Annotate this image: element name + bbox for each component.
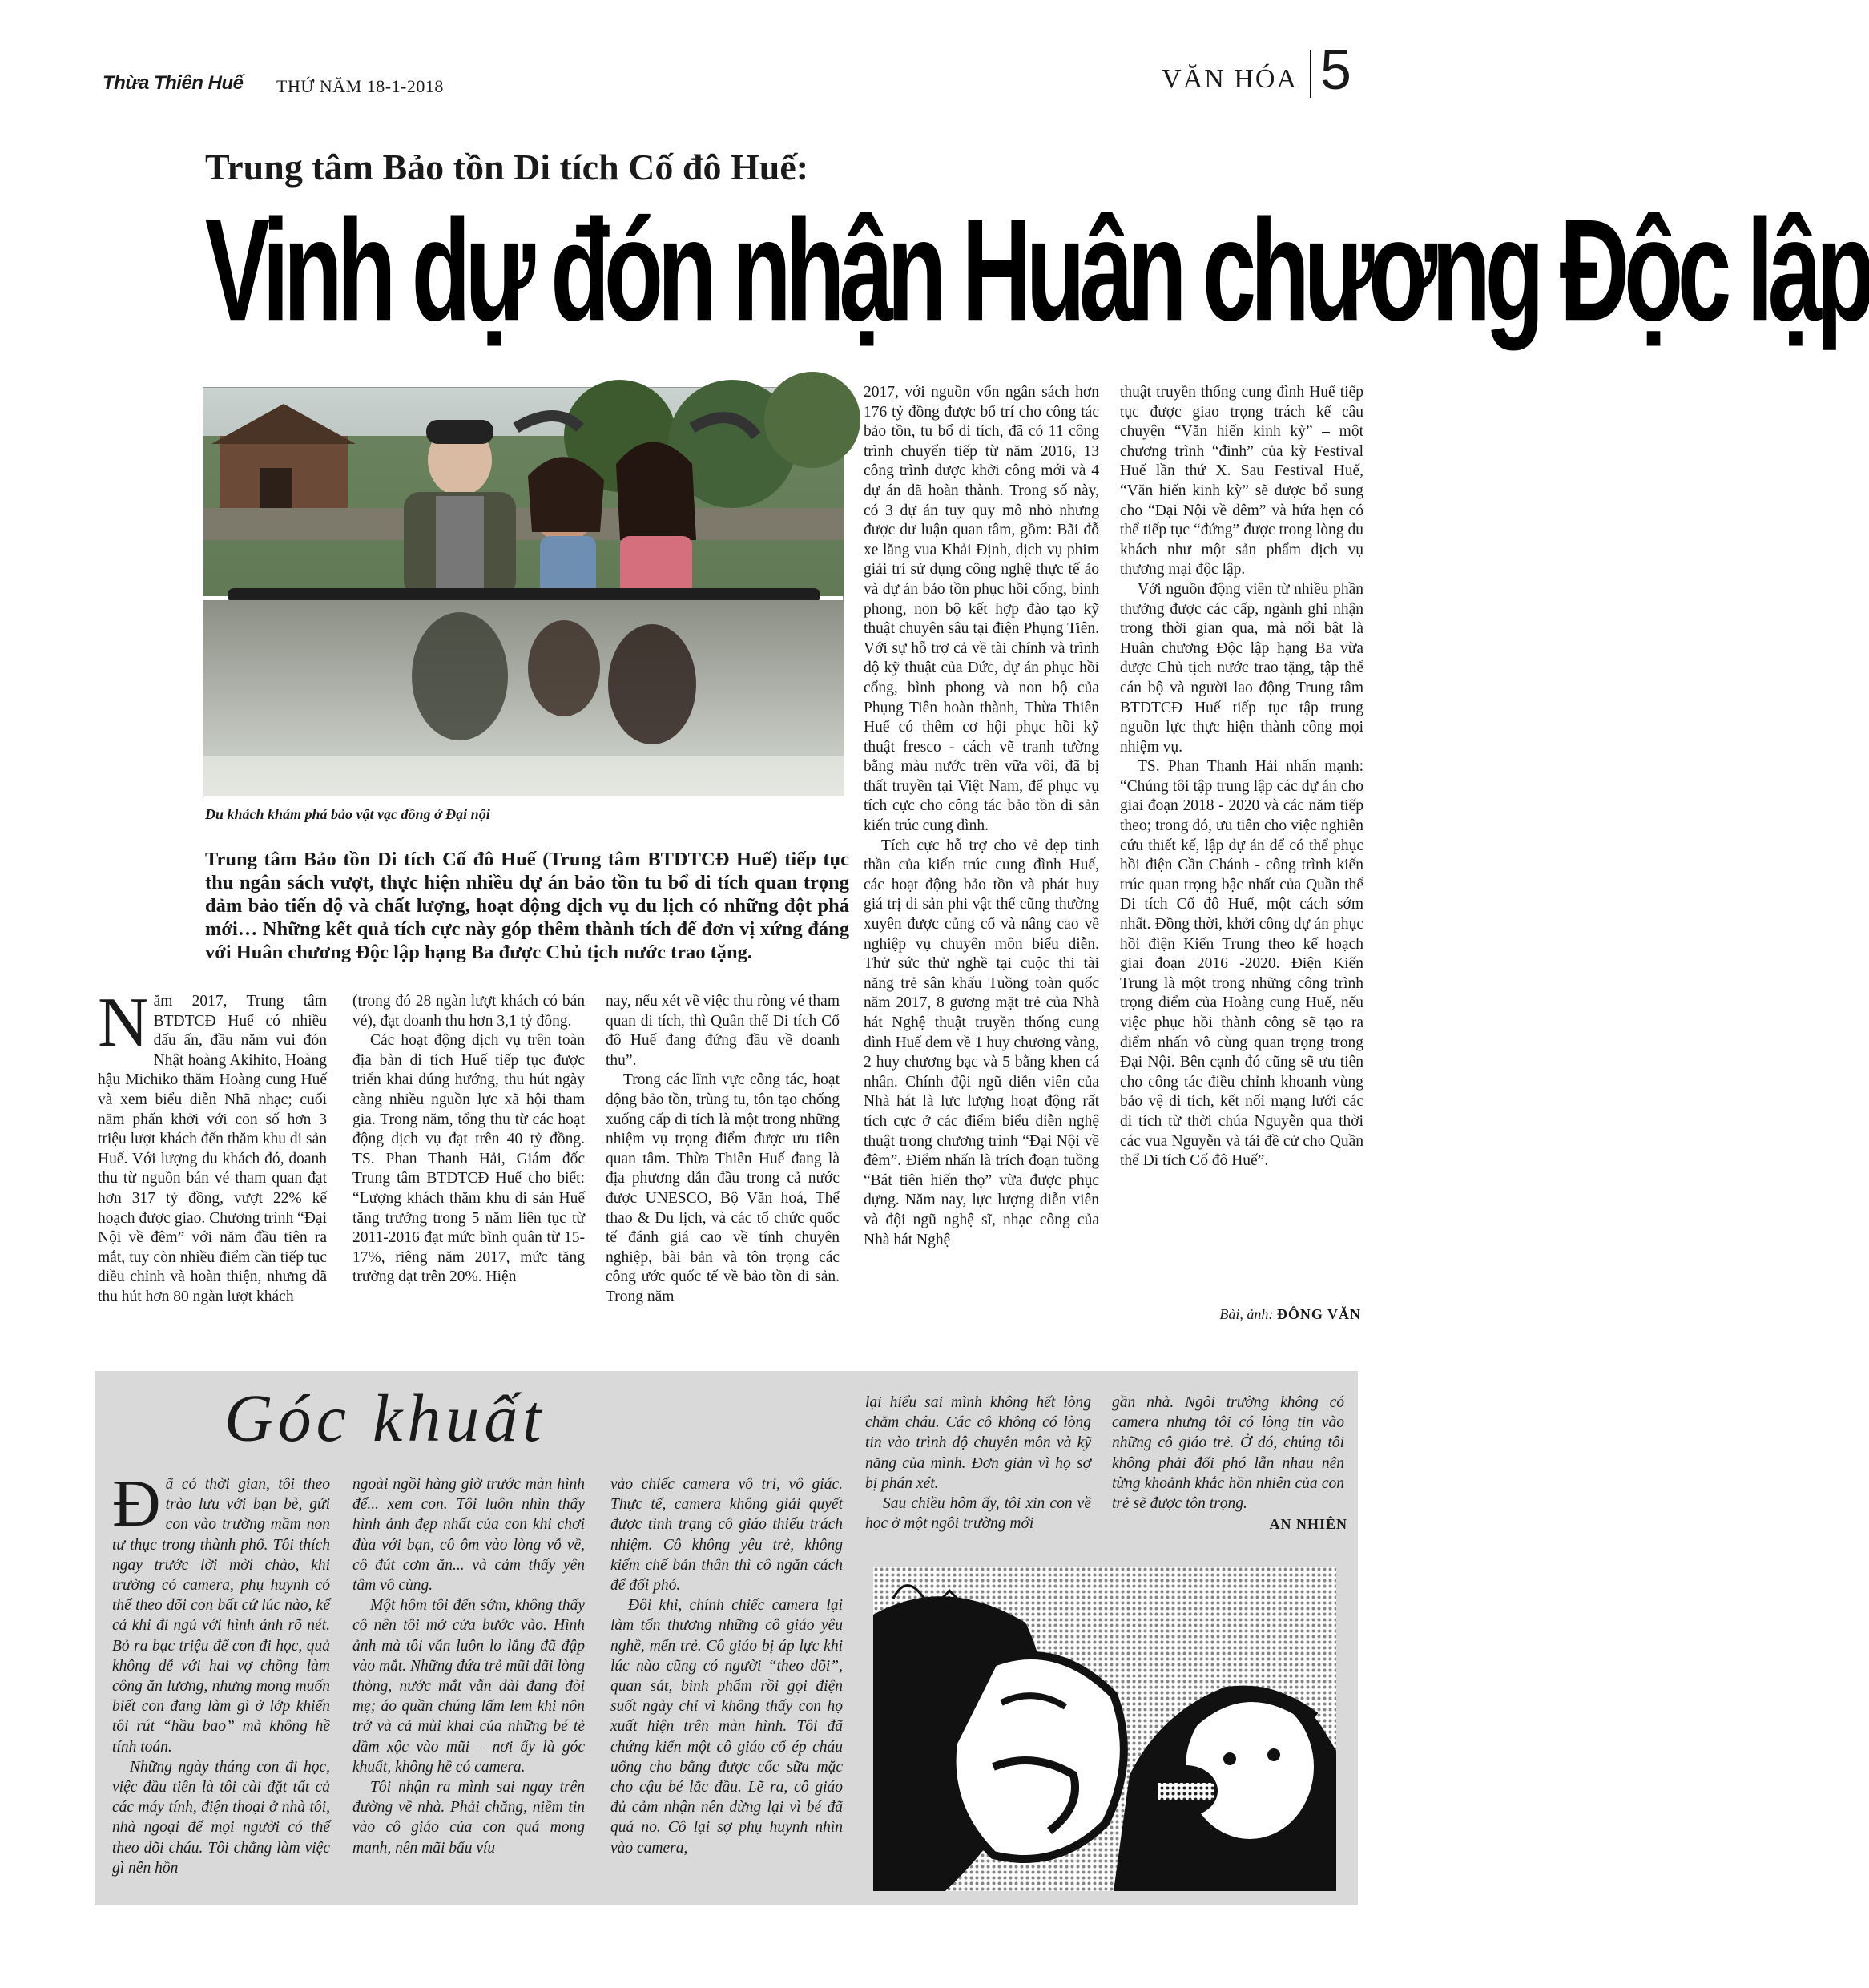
header-divider	[1310, 50, 1311, 98]
article-paragraph: Trong các lĩnh vực công tác, hoạt động bảo tồn, trùng tu, tôn tạo chống xuống cấp di tích là một trong những nhiệm vụ trọng điểm được ưu tiên quan tâm. Thừa Thiên Huế đang là địa phương dẫn đầu trong cả nước được UNESCO, Bộ Văn hoá, Thể thao & Du lịch, và các tổ chức quốc tế đánh giá cao về tính chuyên nghiệp, bài bản và tôn trọng các công ước quốc tế về bảo tồn di sản. Trong năm	[606, 1071, 840, 1305]
article-column-4	[864, 383, 1099, 1250]
article-paragraph: Các hoạt động dịch vụ trên toàn địa bàn di tích Huế tiếp tục được triển khai đúng hướng, thu hút ngày càng nhiều nguồn lực xã hội tham gia. Trong năm, tổng thu từ các hoạt động dịch vụ đạt trên 40 tỷ đồng. TS. Phan Thanh Hải, Giám đốc Trung tâm BTDTCĐ Huế cho biết: “Lượng khách thăm khu di sản Huế tăng trưởng trong 5 năm liên tục từ 2011-2016 đạt mức bình quân từ 15-17%, riêng năm 2017, mức tăng trưởng đạt trên 20%. Hiện	[352, 1032, 585, 1286]
article-column-5	[1120, 383, 1363, 1171]
article-paragraph: Với nguồn động viên từ nhiều phần thưởng được các cấp, ngành ghi nhận trong thời gian qua, mà nổi bật là Huân chương Độc lập hạng Ba vừa được Chủ tịch nước trao tặng, tập thể cán bộ và người lao động Trung tâm BTDTCĐ Huế tiếp tục tập trung nguồn lực thực hiện thành công mọi nhiệm vụ.	[1120, 580, 1363, 756]
sidebar-paragraph: gần nhà. Ngôi trường không có camera nhưng tôi có lòng tin vào những cô giáo trẻ. Ở đó, chúng tôi không phải đối phó lẫn nhau nên từng khoảnh khắc hồn nhiên của con trẻ sẽ được tôn trọng.	[1112, 1394, 1344, 1513]
sidebar-text: ã có thời gian, tôi theo trào lưu với bạn bè, gửi con vào trường mầm non tư thục trong thành phố. Tôi thích ngay trước lời mời chào, khi trường có camera, phụ huynh có thể theo dõi con bất cứ lúc nào, kể cả khi đi ngủ với hình ảnh rõ nét. Bỏ ra bạc triệu để con đi học, quả không dễ với hai vợ chồng làm công ăn lương, nhưng mong muốn biết con đang làm gì ở lớp khiến tôi rút “hầu bao” mà không hề tính toán.	[112, 1476, 330, 1756]
sidebar-paragraph: lại hiểu sai mình không hết lòng chăm cháu. Các cô không có lòng tin vào trình độ chuyên môn và kỹ năng của mình. Đơn giản vì họ sợ bị phán xét.	[865, 1394, 1091, 1492]
page-number: 5	[1320, 38, 1351, 101]
article-column-2	[352, 992, 585, 1288]
sidebar-paragraph: Sau chiều hôm ấy, tôi xin con về học ở một ngôi trường mới	[865, 1495, 1091, 1533]
sidebar-paragraph: Đôi khi, chính chiếc camera lại làm tổn thương những cô giáo yêu nghề, mến trẻ. Cô giáo bị áp lực khi lúc nào cũng có người “theo dõi”, quan sát, bình phẩm rồi gọi điện suốt ngày chỉ vì không thấy con họ xuất hiện trên màn hình. Tôi đã chứng kiến một cô giáo cố ép cháu uống cho bằng được cốc sữa mặc cho cậu bé lắc đầu. Lẽ ra, cô giáo đủ cảm nhận nên dừng lại vì bé đã quá no. Cô lại sợ phụ huynh nhìn vào camera,	[610, 1597, 843, 1857]
article-column-1	[98, 984, 327, 1308]
sidebar-paragraph: ngoài ngồi hàng giờ trước màn hình để... xem con. Tôi luôn nhìn thấy hình ảnh đẹp nhất của con khi chơi đùa với bạn, cô ôm vào lòng vỗ về, cô đút cơm ăn... và cảm thấy yên tâm vô cùng.	[352, 1476, 585, 1595]
article-paragraph: 2017, với nguồn vốn ngân sách hơn 176 tỷ đồng được bố trí cho công tác bảo tồn, tu bổ di tích, đã có 11 công trình chuyển tiếp từ năm 2016, 13 công trình được khởi công mới và 4 dự án đã hoàn thành. Trong số này, có 3 dự án tuy quy mô nhỏ nhưng được dư luận quan tâm, gồm: Bãi đỗ xe lăng vua Khải Định, dịch vụ phim giải trí sử dụng công nghệ thực tế ảo và dự án bảo tồn phục hồi cổng, bình phong, non bộ kết hợp đào tạo kỹ thuật chuyên sâu tại điện Phụng Tiên. Với sự hỗ trợ cả về tài chính và trình độ kỹ thuật của Đức, dự án phục hồi cổng, bình phong và non bộ của Phụng Tiên hoàn thành, Thừa Thiên Huế có thêm cơ hội phục hồi kỹ thuật fresco - cách vẽ tranh tường bằng màu nước trên vữa vôi, đã bị thất truyền tại Việt Nam, để phục vụ tích cực cho công tác bảo tồn di sản kiến trúc cung đình.	[864, 384, 1099, 835]
sidebar-paragraph: vào chiếc camera vô tri, vô giác. Thực tế, camera không giải quyết được tình trạng cô giáo thiếu trách nhiệm. Cô không yêu trẻ, không kiểm chế bản thân thì cô ngăn cách để đối phó.	[610, 1476, 843, 1595]
sidebar-column-3	[610, 1474, 843, 1858]
byline-label: Bài, ảnh:	[1219, 1306, 1274, 1322]
article-paragraph: nay, nếu xét về việc thu ròng vé tham quan di tích, thì Quần thể Di tích Cố đô Huế đang đứng đầu về doanh thu”.	[606, 993, 840, 1069]
illustration-artwork	[873, 1567, 1336, 1891]
article-lead: Trung tâm Bảo tồn Di tích Cố đô Huế (Trung tâm BTDTCĐ Huế) tiếp tục thu ngân sách vượt, thực hiện nhiều dự án bảo tồn tu bổ di tích quan trọng đảm bảo tiến độ và chất lượng, hoạt động dịch vụ du lịch có những đột phá mới… Những kết quả tích cực này góp thêm thành tích để đơn vị xứng đáng với Huân chương Độc lập hạng Ba được Chủ tịch nước trao tặng.	[205, 849, 849, 963]
article-headline: Vinh dự đón nhận Huân chương Độc lập	[205, 190, 1869, 352]
issue-date: THỨ NĂM 18-1-2018	[276, 76, 444, 96]
sidebar-column-5	[1112, 1393, 1344, 1514]
photo-illustration	[203, 388, 844, 796]
sidebar-title: Góc khuất	[224, 1381, 546, 1456]
article-byline	[1219, 1306, 1361, 1323]
sidebar-author: AN NHIÊN	[1269, 1516, 1347, 1532]
article-paragraph: Tích cực hỗ trợ cho vẻ đẹp tinh thần của kiến trúc cung đình Huế, các hoạt động bảo tồn và phát huy giá trị di sản phi vật thể cũng thường xuyên được củng cố và nâng cao về nghiệp vụ chuyên môn biểu diễn. Thử sức thử nghề tại cuộc thi tài năng trẻ sân khấu Tuồng toàn quốc năm 2017, 8 gương mặt trẻ của Nhà hát Nghệ thuật truyền thống cung đình Huế đem về 1 huy chương vàng, 2 huy chương bạc và 5 bằng khen cá nhân. Chính đội ngũ diễn viên của Nhà hát là lực lượng hoạt động rất tích cực ở các điểm biểu diễn nghệ thuật trong chương trình “Đại Nội về đêm”. Điểm nhấn là trích đoạn tuồng “Bát tiên hiến thọ” vừa được phục dựng. Năm nay, lực lượng diễn viên và đội ngũ nghệ sĩ, nhạc công của Nhà hát Nghệ	[864, 837, 1099, 1248]
article-paragraph	[98, 984, 327, 1308]
sidebar-paragraph	[112, 1466, 330, 1757]
article-dropcap: N	[98, 984, 149, 1062]
article-photo	[203, 387, 844, 796]
section-name: VĂN HÓA	[1162, 64, 1298, 94]
sidebar-column-4	[865, 1393, 1091, 1534]
masthead: Thừa Thiên Huế	[103, 72, 244, 94]
sidebar-column-1	[112, 1466, 330, 1878]
article-kicker: Trung tâm Bảo tồn Di tích Cố đô Huế:	[205, 147, 809, 188]
sidebar-paragraph: Tôi nhận ra mình sai ngay trên đường về nhà. Phải chăng, niềm tin vào cô giáo của con quá mong manh, nên mãi bấu víu	[352, 1779, 585, 1857]
article-column-3	[606, 992, 840, 1308]
sidebar-illustration	[873, 1567, 1336, 1891]
sidebar-paragraph: Những ngày tháng con đi học, việc đầu tiên là tôi cài đặt tất cả các máy tính, điện thoại ở nhà tôi, nhà ngoại để mọi người có thể theo dõi cháu. Tôi chẳng làm việc gì nên hồn	[112, 1758, 330, 1877]
article-paragraph: TS. Phan Thanh Hải nhấn mạnh: “Chúng tôi tập trung lập các dự án cho giai đoạn 2018 - 2020 và các năm tiếp theo; trong đó, ưu tiên cho việc nghiên cứu thiết kế, lập dự án để có thể phục hồi điện Cần Chánh - công trình kiến trúc quan trọng bậc nhất của Quần thể Di tích Cố đô Huế, một cách sớm nhất. Đồng thời, khởi công dự án phục hồi điện Kiến Trung theo kế hoạch giai đoạn 2016 -2020. Điện Kiến Trung là một trong những công trình trọng điểm của Hoàng cung Huế, nếu việc phục hồi thành công sẽ tạo ra điểm nhấn vô cùng quan trọng trong Đại Nội. Bên cạnh đó cũng sẽ ưu tiên cho công tác điều chỉnh khoanh vùng bảo vệ di tích, kết nối mạng lưới các di tích từ thời chúa Nguyễn qua thời các vua Nguyễn và tái đề cử cho Quần thể Di tích Cố đô Huế”.	[1120, 758, 1363, 1170]
article-paragraph: (trong đó 28 ngàn lượt khách có bán vé), đạt doanh thu hơn 3,1 tỷ đồng.	[352, 993, 585, 1030]
sidebar-paragraph: Một hôm tôi đến sớm, không thấy cô nên tôi mở cửa bước vào. Hình ảnh mà tôi vẫn luôn lo lắng đã đập vào mắt. Những đứa trẻ mũi dãi lòng thòng, nước mắt vẫn dài đang đòi mẹ; áo quần chúng lấm lem khi nôn trớ và cả mùi khai của những bé tè dầm xộc vào mũi – nơi ấy là góc khuất, không hề có camera.	[352, 1597, 585, 1776]
article-paragraph: thuật truyền thống cung đình Huế tiếp tục được giao trọng trách kể câu chuyện “Văn hiến kinh kỳ” – một chương trình “đinh” của kỳ Festival Huế lần thứ X. Sau Festival Huế, “Văn hiến kinh kỳ” sẽ được bổ sung cho “Đại Nội về đêm” và hứa hẹn có thể tiếp tục “đứng” được trong lòng du khách như một sản phẩm dịch vụ thương mại độc lập.	[1120, 384, 1363, 579]
byline-name: ĐÔNG VĂN	[1276, 1306, 1361, 1322]
article-text: ăm 2017, Trung tâm BTDTCĐ Huế có nhiều dấu ấn, đầu năm vui đón Nhật hoàng Akihito, Hoàng hậu Michiko thăm Hoàng cung Huế và xem biểu diễn Nhã nhạc; cuối năm phấn khởi với con số hơn 3 triệu lượt khách đến thăm khu di sản Huế. Với lượng du khách đó, doanh thu từ nguồn bán vé tham quan đạt hơn 317 tỷ đồng, vượt 22% kế hoạch được giao. Chương trình “Đại Nội về đêm” với năm đầu tiên ra mắt, tuy còn nhiều điểm cần tiếp tục điều chỉnh và hoàn thiện, nhưng đã thu hút hơn 80 ngàn lượt khách	[98, 993, 327, 1305]
sidebar-column-2	[352, 1474, 585, 1858]
sidebar-dropcap: Đ	[112, 1466, 161, 1541]
photo-caption: Du khách khám phá bảo vật vạc đồng ở Đại nội	[205, 806, 490, 822]
